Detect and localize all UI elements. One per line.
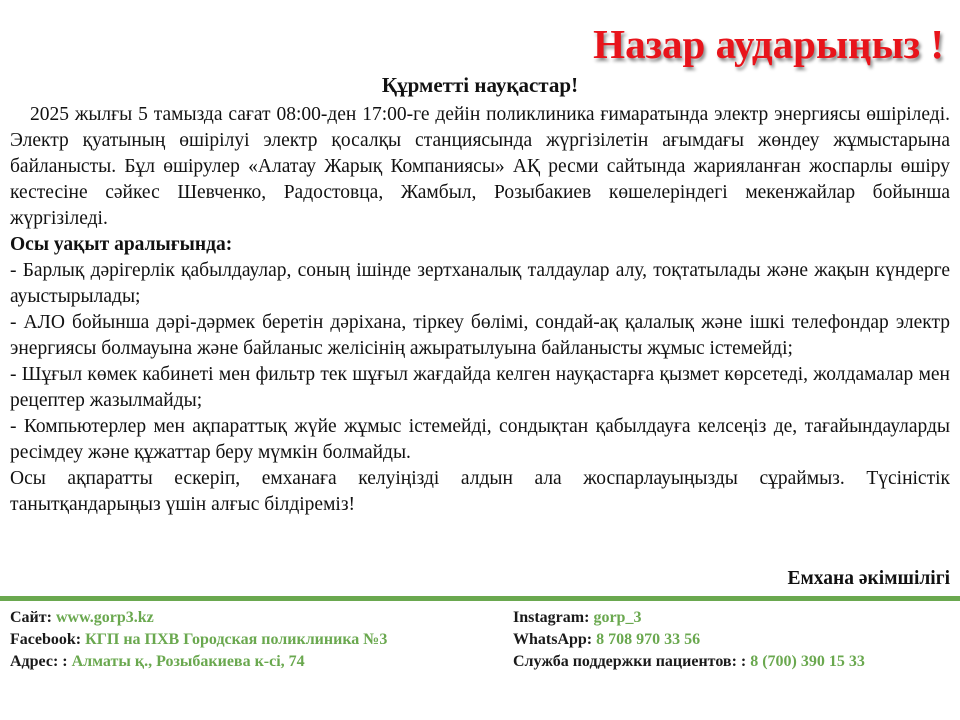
footer-site: [10, 607, 387, 629]
site-label: Сайт:: [10, 609, 52, 626]
intro-paragraph: 2025 жылғы 5 тамызда сағат 08:00-ден 17:00-ге дейін поликлиника ғимаратында электр энергиясы өшіріледі. Электр қуатының өшірілуі электр қосалқы станциясында жүргізілетін ағымдағы жөндеу жұмыстарына байланысты. Бұл өшірулер «Алатау Жарық Компаниясы» АҚ ресми сайтында жарияланған жоспарлы өшіру кестесіне сәйкес Шевченко, Радостовца, Жамбыл, Розыбакиев көшелеріндегі мекенжайлар бойынша жүргізіледі.: [10, 104, 950, 229]
footer-whatsapp: [513, 629, 865, 651]
footer-left: [10, 607, 387, 673]
footer-right: [513, 607, 865, 673]
footer-address: [10, 651, 387, 673]
support-label: Служба поддержки пациентов: :: [513, 653, 747, 670]
signature: Емхана әкімшілігі: [787, 568, 950, 589]
list-item: - Барлық дәрігерлік қабылдаулар, соның ішінде зертханалық талдаулар алу, тоқтатылады және жақын күндерге ауыстырылады;: [10, 260, 950, 307]
instagram-link[interactable]: gorp_3: [593, 609, 642, 626]
instagram-label: Instagram:: [513, 609, 590, 626]
greeting-text: Құрметті науқастар: [381, 73, 572, 97]
facebook-link[interactable]: КГП на ПХВ Городская поликлиника №3: [85, 631, 388, 648]
notice-body: [10, 102, 950, 518]
footer-divider: [0, 596, 960, 601]
greeting-exclamation: !: [571, 73, 579, 97]
section-heading: Осы уақыт аралығында:: [10, 234, 233, 255]
list-item: - Шұғыл көмек кабинеті мен фильтр тек шұғыл жағдайда келген науқастарға қызмет көрсетеді, жолдамалар мен рецептер жазылмайды;: [10, 364, 950, 411]
footer-instagram: [513, 607, 865, 629]
address-value: Алматы қ., Розыбакиева к-сі, 74: [71, 653, 305, 670]
whatsapp-number[interactable]: 8 708 970 33 56: [596, 631, 701, 648]
support-phone[interactable]: 8 (700) 390 15 33: [750, 653, 865, 670]
whatsapp-label: WhatsApp:: [513, 631, 593, 648]
list-item: - АЛО бойынша дәрі-дәрмек беретін дәріхана, тіркеу бөлімі, сондай-ақ қалалық және ішкі телефондар электр энергиясы болмауына және байланыс желісінің ажыратылуына байланысты жұмыс істемейді;: [10, 312, 950, 359]
address-label: Адрес: :: [10, 653, 68, 670]
footer-facebook: [10, 629, 387, 651]
page-title: Назар аударыңыз !: [593, 21, 944, 67]
facebook-label: Facebook:: [10, 631, 82, 648]
site-link[interactable]: www.gorp3.kz: [55, 609, 154, 626]
footer-support: [513, 651, 865, 673]
list-item: - Компьютерлер мен ақпараттық жүйе жұмыс істемейді, сондықтан қабылдауға келсеңіз де, тағайындауларды ресімдеу және құжаттар беру мүмкін болмайды.: [10, 416, 950, 463]
greeting: [0, 72, 960, 98]
closing-paragraph: Осы ақпаратты ескеріп, емханаға келуіңізді алдын ала жоспарлауыңызды сұраймыз. Түсіністік танытқандарыңыз үшін алғыс білдіреміз!: [10, 468, 950, 515]
